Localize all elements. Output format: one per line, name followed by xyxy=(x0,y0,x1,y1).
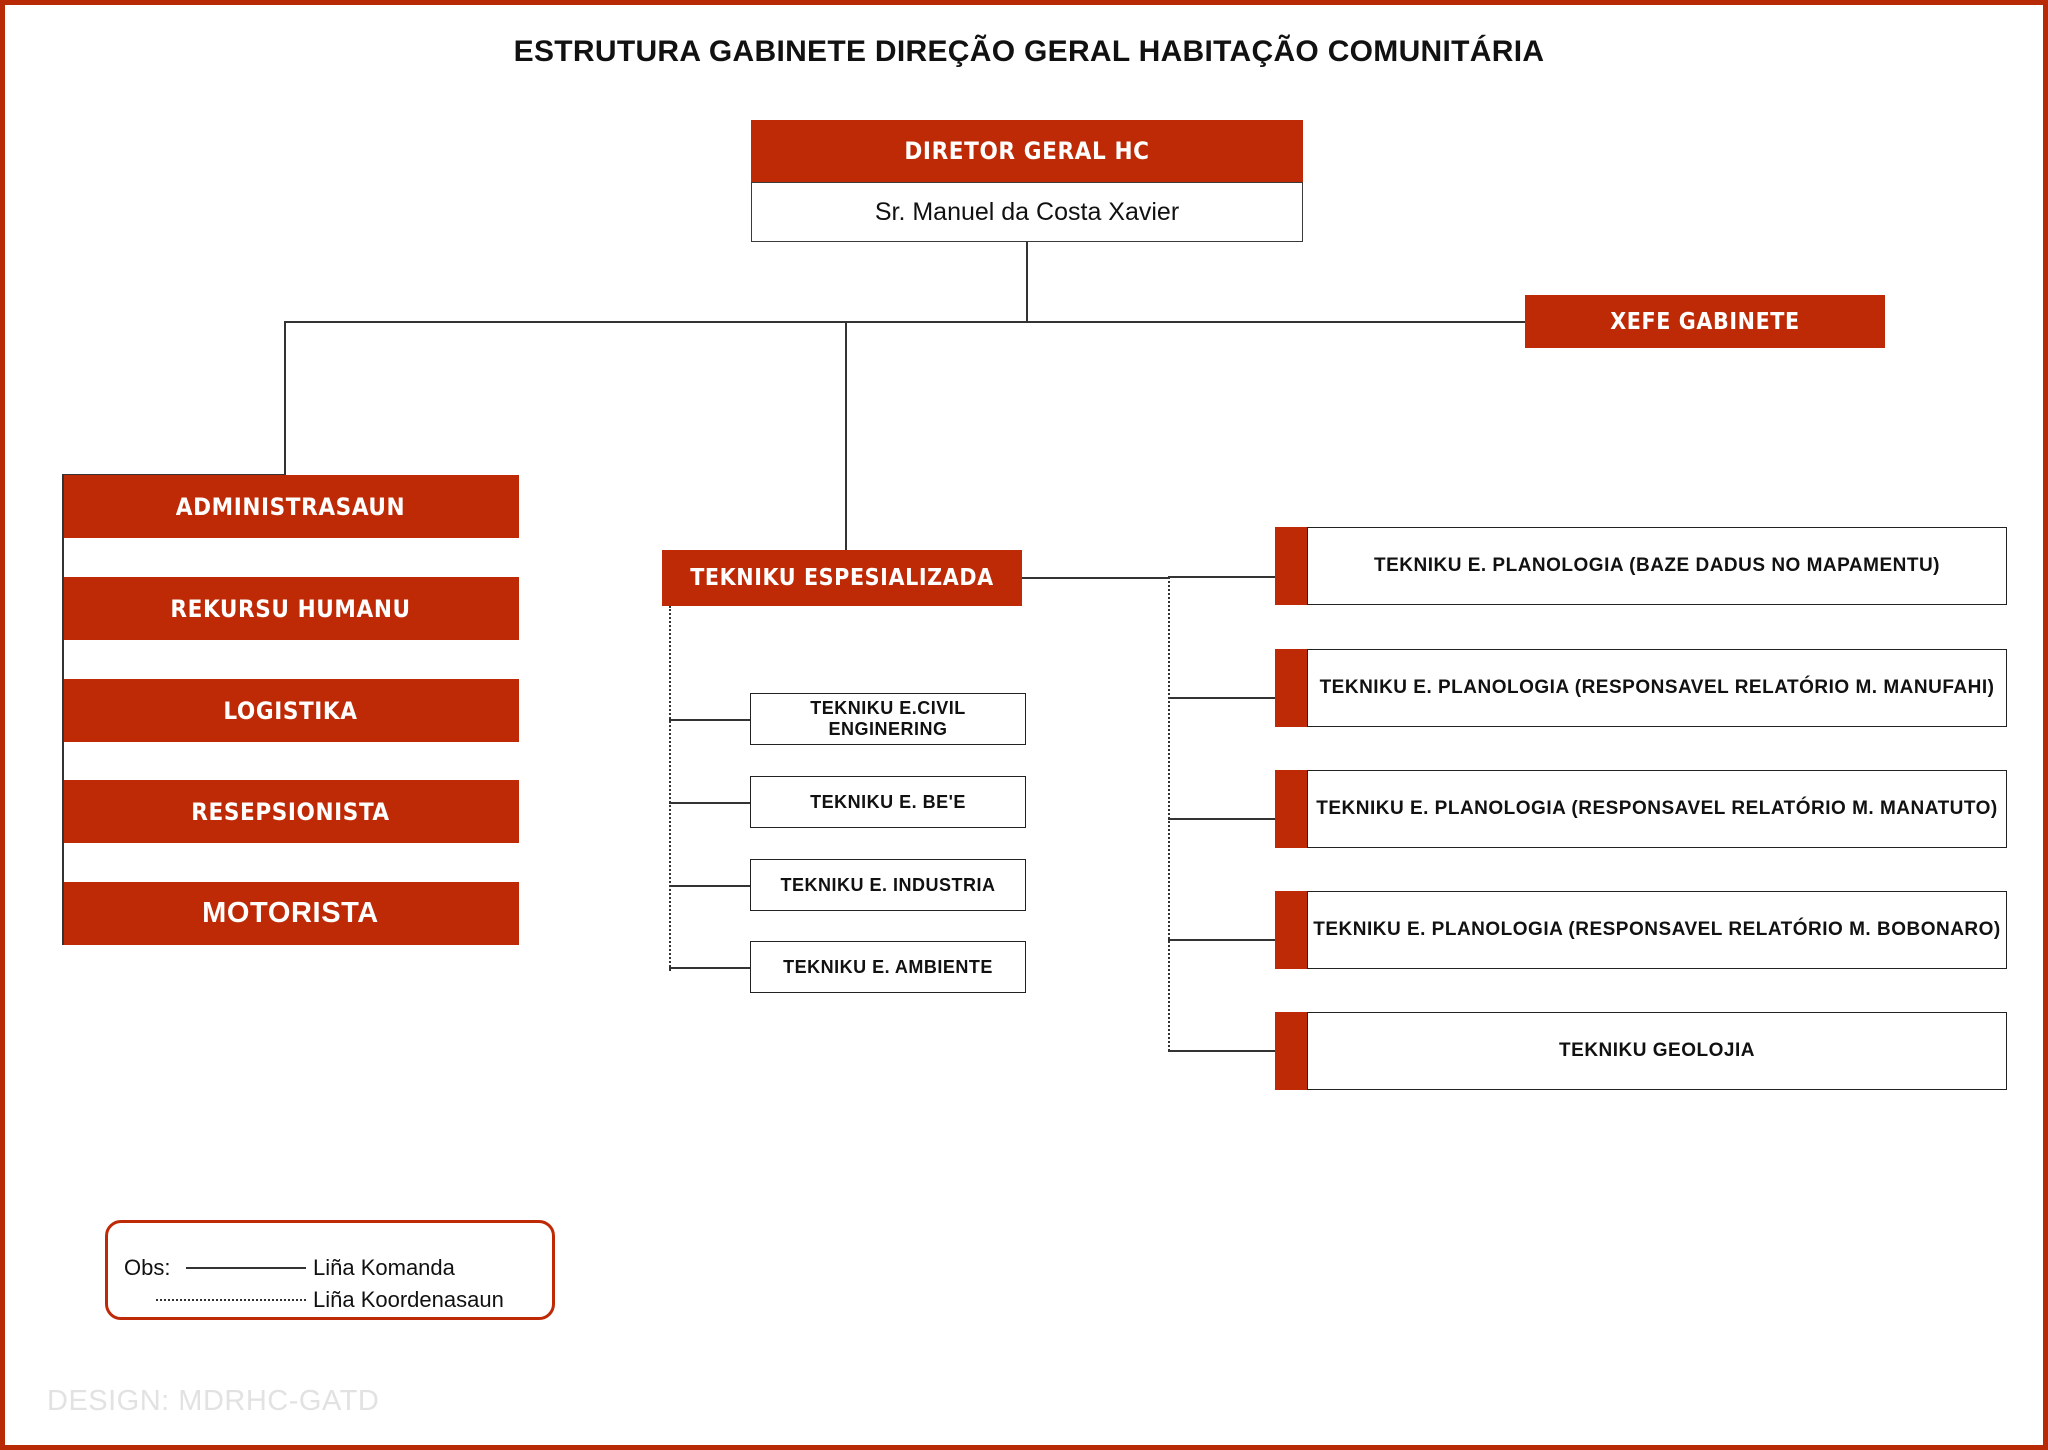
box-administrasaun-label: ADMINISTRASAUN xyxy=(175,492,406,521)
box-planologia-baze-dadus-label: TEKNIKU E. PLANOLOGIA (BAZE DADUS NO MAPAMENTU) xyxy=(1373,555,1941,576)
connector-tekniku-item-1 xyxy=(669,802,750,804)
connector-director-stem xyxy=(1026,242,1028,322)
box-tekniku-industria-label: TEKNIKU E. INDUSTRIA xyxy=(780,874,996,895)
connector-planning-row-2 xyxy=(1168,818,1275,820)
legend-obs-label: Obs: xyxy=(124,1255,171,1280)
box-tekniku-espesializada[interactable] xyxy=(662,550,1022,606)
box-planologia-baze-dadus[interactable] xyxy=(1307,527,2007,605)
box-tekniku-geolojia-label: TEKNIKU GEOLOJIA xyxy=(1559,1040,1755,1061)
connector-tekniku-item-3 xyxy=(669,967,750,969)
box-motorista[interactable] xyxy=(62,882,519,945)
box-tekniku-geolojia[interactable] xyxy=(1307,1012,2007,1090)
marker-planologia-1 xyxy=(1275,527,1307,605)
box-planologia-bobonaro-label: TEKNIKU E. PLANOLOGIA (RESPONSAVEL RELATÓRIO M. BOBONARO) xyxy=(1313,919,2001,940)
legend-solid-line-sample xyxy=(186,1267,306,1269)
box-resepsionista[interactable] xyxy=(62,780,519,843)
box-planologia-manufahi-label: TEKNIKU E. PLANOLOGIA (RESPONSAVEL RELATÓRIO M. MANUFAHI) xyxy=(1319,677,1995,698)
marker-planologia-2 xyxy=(1275,649,1307,727)
box-tekniku-bee-label: TEKNIKU E. BE'E xyxy=(810,791,966,812)
marker-planologia-3 xyxy=(1275,770,1307,848)
connector-tekniku-drop xyxy=(845,321,847,577)
box-xefe-gabinete-label: XEFE GABINETE xyxy=(1610,308,1800,335)
box-planologia-bobonaro[interactable] xyxy=(1307,891,2007,969)
box-tekniku-ambiente-label: TEKNIKU E. AMBIENTE xyxy=(783,956,993,977)
marker-planologia-4 xyxy=(1275,891,1307,969)
box-diretor-geral-name[interactable] xyxy=(751,182,1303,242)
connector-admin-drop xyxy=(284,321,286,475)
connector-main-bus xyxy=(284,321,1526,323)
box-administrasaun[interactable] xyxy=(62,475,519,538)
connector-tekniku-to-planning xyxy=(1022,577,1169,579)
box-diretor-geral-name-label: Sr. Manuel da Costa Xavier xyxy=(874,197,1180,226)
page-title: ESTRUTURA GABINETE DIREÇÃO GERAL HABITAÇÃO COMUNITÁRIA xyxy=(513,35,1545,68)
box-tekniku-civil-engineering-label: TEKNIKU E.CIVIL ENGINERING xyxy=(810,698,966,739)
legend-box xyxy=(105,1220,555,1320)
box-logistika[interactable] xyxy=(62,679,519,742)
box-planologia-manatuto-label: TEKNIKU E. PLANOLOGIA (RESPONSAVEL RELATÓRIO M. MANATUTO) xyxy=(1316,798,1998,819)
connector-planning-row-3 xyxy=(1168,939,1275,941)
box-xefe-gabinete[interactable] xyxy=(1525,295,1885,348)
connector-tekniku-item-2 xyxy=(669,885,750,887)
box-rekursu-humanu[interactable] xyxy=(62,577,519,640)
connector-tekniku-dotted-spine xyxy=(669,606,671,971)
box-logistika-label: LOGISTIKA xyxy=(223,696,358,725)
box-tekniku-civil-engineering[interactable] xyxy=(750,693,1026,745)
box-tekniku-espesializada-label: TEKNIKU ESPESIALIZADA xyxy=(690,565,994,591)
connector-planning-row-1 xyxy=(1168,697,1275,699)
connector-planning-dotted-spine xyxy=(1168,577,1170,1051)
legend-dotted-line-sample xyxy=(156,1299,306,1301)
connector-tekniku-item-0 xyxy=(669,719,750,721)
connector-planning-row-0 xyxy=(1168,576,1275,578)
box-tekniku-industria[interactable] xyxy=(750,859,1026,911)
box-resepsionista-label: RESEPSIONISTA xyxy=(191,797,390,826)
box-tekniku-ambiente[interactable] xyxy=(750,941,1026,993)
connector-planning-row-4 xyxy=(1168,1050,1275,1052)
design-credit: DESIGN: MDRHC-GATD xyxy=(47,1385,380,1417)
legend-dotted-label: Liña Koordenasaun xyxy=(313,1287,504,1312)
connector-admin-spine xyxy=(62,475,64,945)
box-rekursu-humanu-label: REKURSU HUMANU xyxy=(170,594,411,623)
marker-geolojia xyxy=(1275,1012,1307,1090)
box-diretor-geral-label: DIRETOR GERAL HC xyxy=(904,137,1150,165)
legend-solid-label: Liña Komanda xyxy=(313,1255,455,1280)
box-planologia-manatuto[interactable] xyxy=(1307,770,2007,848)
box-diretor-geral[interactable] xyxy=(751,120,1303,182)
box-motorista-label: MOTORISTA xyxy=(202,897,379,929)
box-planologia-manufahi[interactable] xyxy=(1307,649,2007,727)
box-tekniku-bee[interactable] xyxy=(750,776,1026,828)
